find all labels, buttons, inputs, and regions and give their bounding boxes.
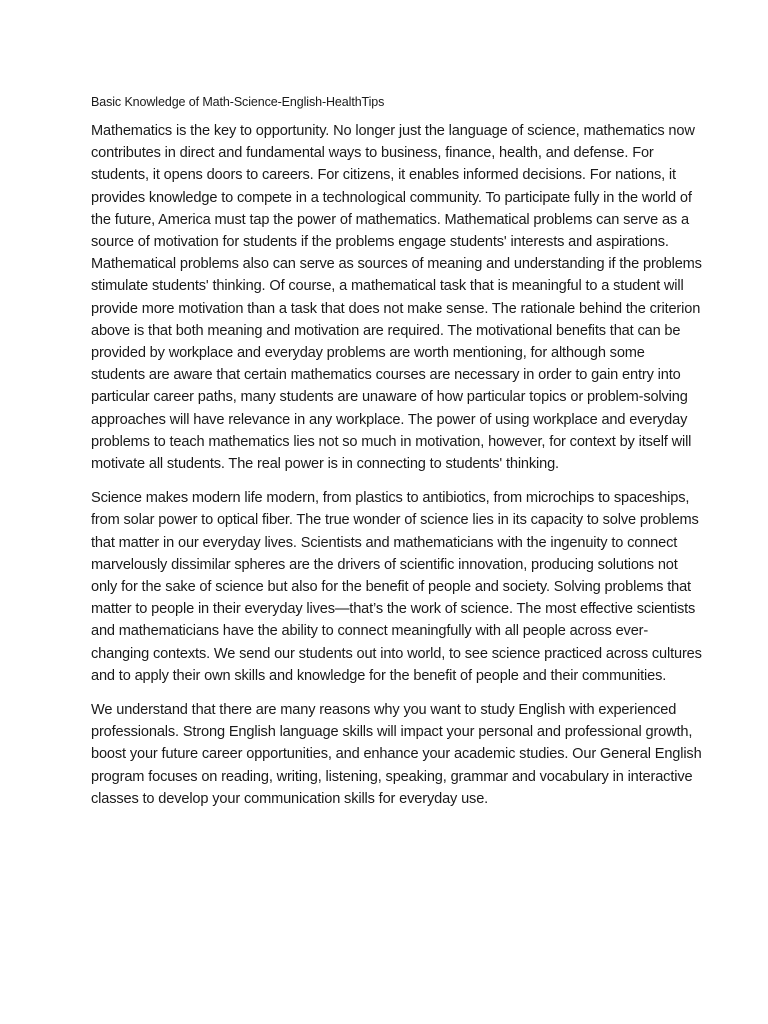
document-title: Basic Knowledge of Math-Science-English-HealthTips	[91, 95, 385, 109]
paragraph-science: Science makes modern life modern, from plastics to antibiotics, from microchips to spaceships, from solar power to optical fiber. The true wonder of science lies in its capacity to solve problems that matter in our everyday lives. Scientists and mathematicians with the ingenuity to connect marvelously dissimilar spheres are the drivers of scientific innovation, producing solutions not only for the sake of science but also for the benefit of people and society. Solving problems that matter to people in their everyday lives—that’s the work of science. The most effective scientists and mathematicians have the ability to connect meaningfully with all people across ever-changing contexts. We send our students out into world, to see science practiced across cultures and to apply their own skills and knowledge for the benefit of people and their communities.	[91, 490, 702, 684]
paragraph-mathematics: Mathematics is the key to opportunity. No longer just the language of science, mathematics now contributes in direct and fundamental ways to business, finance, health, and defense. For students, it opens doors to careers. For citizens, it enables informed decisions. For nations, it provides knowledge to compete in a technological community. To participate fully in the world of the future, America must tap the power of mathematics. Mathematical problems can serve as a source of motivation for students if the problems engage students' interests and aspirations. Mathematical problems also can serve as sources of meaning and understanding if the problems stimulate students' thinking. Of course, a mathematical task that is meaningful to a student will provide more motivation than a task that does not make sense. The rationale behind the criterion above is that both meaning and motivation are required. The motivational benefits that can be provided by workplace and everyday problems are worth mentioning, for although some students are aware that certain mathematics courses are necessary in order to gain entry into particular career paths, many students are unaware of how particular topics or problem-solving approaches will have relevance in any workplace. The power of using workplace and everyday problems to teach mathematics lies not so much in motivation, however, for context by itself will motivate all students. The real power is in connecting to students' thinking.	[91, 123, 702, 473]
paragraph-english: We understand that there are many reasons why you want to study English with experienced professionals. Strong English language skills will impact your personal and professional growth, boost your future career opportunities, and enhance your academic studies. Our General English program focuses on reading, writing, listening, speaking, grammar and vocabulary in interactive classes to develop your communication skills for everyday use.	[91, 702, 702, 807]
